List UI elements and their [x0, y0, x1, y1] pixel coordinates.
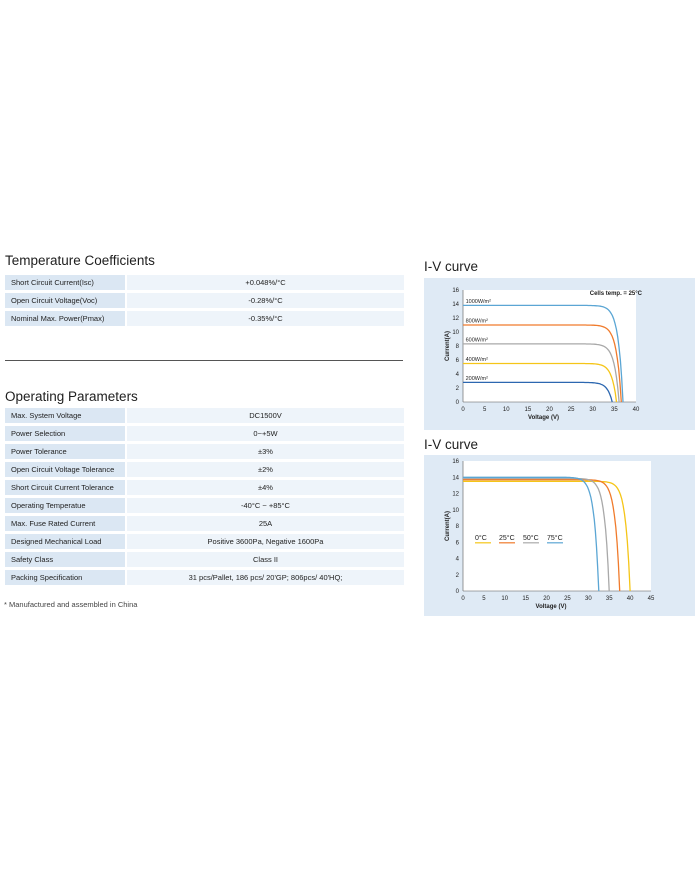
param-value: -40°C ~ +85°C — [125, 498, 404, 513]
operating-parameters-table — [5, 405, 404, 588]
param-label: Max. Fuse Rated Current — [5, 516, 125, 531]
iv-chart-panel-2 — [424, 455, 695, 616]
param-label: Nominal Max. Power(Pmax) — [5, 311, 125, 326]
param-value: ±4% — [125, 480, 404, 495]
temperature-coefficients-table — [5, 272, 404, 329]
y-tick-label: 16 — [452, 459, 459, 465]
series-label: 1000W/m² — [465, 298, 491, 305]
param-label: Max. System Voltage — [5, 408, 125, 423]
x-tick-label: 10 — [501, 596, 509, 602]
y-tick-label: 14 — [452, 475, 459, 482]
param-value: Positive 3600Pa, Negative 1600Pa — [125, 534, 404, 549]
y-tick-label: 10 — [452, 330, 459, 336]
x-tick-label: 35 — [611, 407, 618, 413]
y-tick-label: 4 — [455, 372, 459, 378]
x-axis-label: Voltage (V) — [528, 415, 559, 421]
param-value: DC1500V — [125, 408, 404, 423]
y-tick-label: 16 — [452, 288, 459, 294]
table-row — [5, 275, 404, 290]
y-tick-label: 8 — [455, 524, 459, 530]
table-row — [5, 498, 404, 513]
param-label: Operating Temperatue — [5, 498, 125, 513]
param-label: Short Circuit Current Tolerance — [5, 480, 125, 495]
y-tick-label: 0 — [455, 400, 459, 406]
legend-label: 75°C — [547, 534, 563, 542]
param-label: Power Tolerance — [5, 444, 125, 459]
table-row — [5, 570, 404, 585]
param-label: Power Selection — [5, 426, 125, 441]
table-row — [5, 462, 404, 477]
y-axis-label: Current(A) — [445, 331, 451, 361]
param-label: Open Circuit Voltage Tolerance — [5, 462, 125, 477]
series-label: 600W/m² — [465, 337, 488, 344]
table-row — [5, 552, 404, 567]
x-tick-label: 20 — [543, 596, 550, 602]
table-row — [5, 293, 404, 308]
x-tick-label: 40 — [632, 407, 640, 413]
x-tick-label: 0 — [461, 596, 465, 602]
y-tick-label: 8 — [455, 344, 459, 350]
x-tick-label: 0 — [461, 407, 465, 413]
y-tick-label: 2 — [455, 386, 459, 392]
x-tick-label: 40 — [626, 596, 634, 602]
legend-label: 50°C — [523, 534, 539, 542]
iv-chart-temperature — [424, 455, 695, 616]
x-tick-label: 30 — [589, 407, 597, 413]
table-row — [5, 408, 404, 423]
y-tick-label: 6 — [455, 358, 459, 364]
series-label: 200W/m² — [465, 375, 488, 382]
param-value: +0.048%/°C — [125, 275, 404, 290]
x-tick-label: 30 — [584, 596, 592, 602]
param-label: Short Circuit Current(Isc) — [5, 275, 125, 290]
table-row — [5, 516, 404, 531]
cells-temp-annotation: Cells temp. = 25°C — [589, 291, 642, 297]
param-label: Safety Class — [5, 552, 125, 567]
temperature-coefficients-title: Temperature Coefficients — [5, 253, 155, 268]
param-label: Designed Mechanical Load — [5, 534, 125, 549]
y-tick-label: 6 — [455, 540, 459, 547]
param-value: 0~+5W — [125, 426, 404, 441]
param-value: Class II — [125, 552, 404, 567]
param-value: ±3% — [125, 444, 404, 459]
series-label: 400W/m² — [465, 357, 488, 363]
table-row — [5, 426, 404, 441]
param-label: Packing Specification — [5, 570, 125, 585]
table-row — [5, 444, 404, 459]
x-tick-label: 25 — [567, 407, 575, 413]
param-value: -0.28%/°C — [125, 293, 404, 308]
x-tick-label: 20 — [546, 407, 553, 413]
x-tick-label: 35 — [605, 596, 613, 602]
param-value: ±2% — [125, 462, 404, 477]
x-tick-label: 5 — [482, 407, 487, 413]
plot-area — [463, 290, 636, 402]
operating-parameters-title: Operating Parameters — [5, 389, 138, 404]
x-tick-label: 10 — [502, 407, 510, 413]
plot-area — [463, 461, 651, 591]
footnote: * Manufactured and assembled in China — [4, 600, 138, 609]
legend-label: 0°C — [475, 534, 487, 542]
iv-chart-panel-1 — [424, 278, 695, 430]
iv-curve-title-1: I-V curve — [424, 259, 479, 274]
y-tick-label: 4 — [455, 556, 459, 563]
series-label: 800W/m² — [465, 318, 488, 325]
y-tick-label: 2 — [455, 572, 459, 579]
y-tick-label: 10 — [452, 507, 459, 514]
x-tick-label: 45 — [647, 596, 655, 602]
x-axis-label: Voltage (V) — [535, 604, 567, 610]
iv-chart-irradiance — [424, 278, 695, 430]
iv-curve-title-2: I-V curve — [424, 437, 479, 452]
table-row — [5, 534, 404, 549]
param-value: 25A — [125, 516, 404, 531]
table-row — [5, 311, 404, 326]
x-tick-label: 25 — [564, 596, 571, 602]
y-axis-label: Current(A) — [445, 511, 451, 541]
y-tick-label: 14 — [452, 302, 459, 308]
x-tick-label: 15 — [522, 596, 530, 602]
x-tick-label: 15 — [524, 407, 532, 413]
param-value: 31 pcs/Pallet, 186 pcs/ 20'GP; 806pcs/ 40'HQ; — [125, 570, 404, 585]
section-divider — [5, 360, 403, 361]
legend-label: 25°C — [499, 534, 515, 542]
param-value: -0.35%/°C — [125, 311, 404, 326]
y-tick-label: 0 — [455, 589, 459, 595]
y-tick-label: 12 — [452, 491, 459, 498]
y-tick-label: 12 — [452, 316, 459, 322]
table-row — [5, 480, 404, 495]
param-label: Open Circuit Voltage(Voc) — [5, 293, 125, 308]
x-tick-label: 5 — [482, 596, 486, 602]
